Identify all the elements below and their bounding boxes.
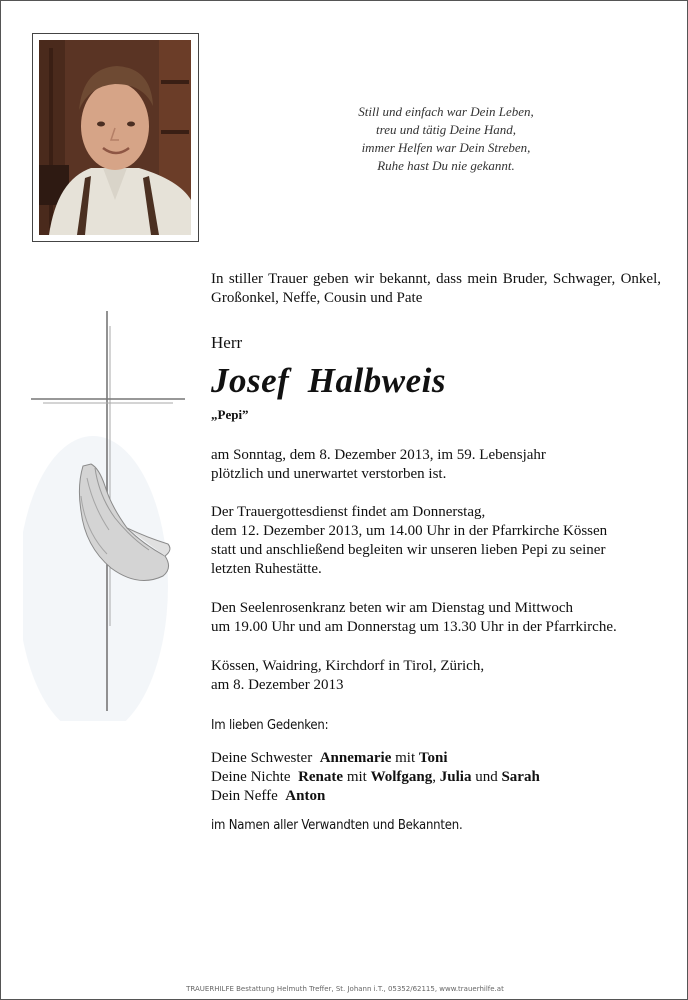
poem-line: Ruhe hast Du nie gekannt.: [377, 158, 515, 173]
portrait-photo: [39, 40, 191, 235]
mourner-name: Anton: [285, 788, 326, 804]
mourner-name: Annemarie: [319, 750, 392, 766]
death-line: plötzlich und unerwartet verstorben ist.: [211, 466, 447, 482]
funeral-service-notice: [211, 503, 661, 579]
mourner-sister-line: [211, 749, 661, 768]
conjunction: mit: [346, 769, 367, 785]
poem-line: Still und einfach war Dein Leben,: [358, 104, 534, 119]
service-line: Der Trauergottesdienst findet am Donnerstag,: [211, 504, 486, 520]
rosary-notice: [211, 599, 661, 637]
deceased-name: Josef Halbweis: [211, 361, 446, 400]
death-notice: [211, 446, 661, 484]
place-and-date: [211, 657, 661, 695]
mourner-name: Julia: [439, 769, 472, 785]
date-line: am 8. Dezember 2013: [211, 677, 344, 693]
mourner-name: Renate: [298, 769, 344, 785]
death-line: am Sonntag, dem 8. Dezember 2013, im 59. Lebensjahr: [211, 447, 546, 463]
memorial-poem: [331, 103, 561, 175]
relation-label: Dein Neffe: [211, 788, 278, 804]
cross-praying-hands-icon: [23, 306, 198, 721]
announcement-intro: In stiller Trauer geben wir bekannt, dass mein Bruder, Schwager, Onkel, Großonkel, Neffe, Cousin und Pate: [211, 271, 661, 306]
relation-label: Deine Nichte: [211, 769, 291, 785]
separator: ,: [432, 769, 437, 785]
poem-line: treu und tätig Deine Hand,: [376, 122, 516, 137]
funeral-home-footer: TRAUERHILFE Bestattung Helmuth Treffer, St. Johann i.T., 05352/62115, www.trauerhilfe.at: [186, 985, 504, 993]
on-behalf-line: im Namen aller Verwandten und Bekannten.: [211, 818, 463, 833]
mourner-nephew-line: [211, 787, 661, 806]
conjunction: und: [475, 769, 498, 785]
salutation: Herr: [211, 333, 243, 352]
poem-line: immer Helfen war Dein Streben,: [361, 140, 531, 155]
mourner-niece-line: [211, 768, 661, 787]
remembrance-heading: Im lieben Gedenken:: [211, 718, 329, 733]
relation-label: Deine Schwester: [211, 750, 313, 766]
portrait-photo-frame: [32, 33, 199, 242]
service-line: statt und anschließend begleiten wir unseren lieben Pepi zu seiner: [211, 542, 606, 558]
mourner-name: Sarah: [501, 769, 540, 785]
rosary-line: um 19.00 Uhr und am Donnerstag um 13.30 Uhr in der Pfarrkirche.: [211, 619, 617, 635]
mourners-list: [211, 749, 661, 806]
mourner-name: Toni: [418, 750, 448, 766]
conjunction: mit: [395, 750, 416, 766]
mourner-name: Wolfgang: [370, 769, 433, 785]
deceased-nickname: „Pepi”: [211, 407, 249, 422]
places-line: Kössen, Waidring, Kirchdorf in Tirol, Zürich,: [211, 658, 485, 674]
service-line: dem 12. Dezember 2013, um 14.00 Uhr in der Pfarrkirche Kössen: [211, 523, 608, 539]
service-line: letzten Ruhestätte.: [211, 561, 322, 577]
rosary-line: Den Seelenrosenkranz beten wir am Dienstag und Mittwoch: [211, 600, 573, 616]
